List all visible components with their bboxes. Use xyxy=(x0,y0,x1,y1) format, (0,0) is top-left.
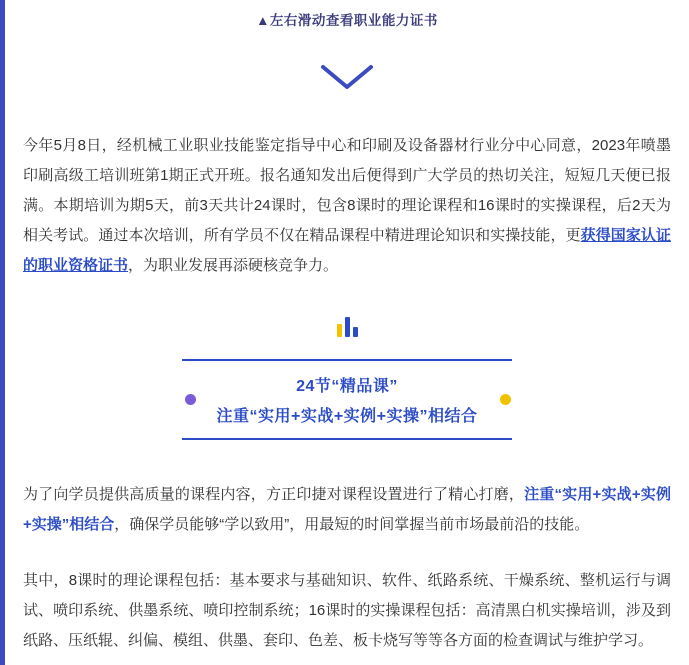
bar-chart-icon xyxy=(23,303,671,337)
decorative-dot-purple xyxy=(185,394,196,405)
chevron-down-container xyxy=(23,45,671,109)
paragraph-three: 其中，8课时的理论课程包括：基本要求与基础知识、软件、纸路系统、干燥系统、整机运行与调试、喷印系统、供墨系统、喷印控制系统；16课时的实操课程包括：高清黑白机实操培训，涉及到纸路、压纸辊、纠偏、模组、供墨、套印、色差、板卡烧写等等各方面的检查调试与维护学习。 xyxy=(23,571,671,649)
paragraph-one-text-b: ，为职业发展再添硬核竞争力。 xyxy=(128,256,339,274)
paragraph-two-text-a: 为了向学员提供高质量的课程内容，方正印捷对课程设置进行了精心打磨， xyxy=(23,485,525,503)
paragraph-two-highlight: 注重“实用+实战+实例+实操”相结合 xyxy=(23,485,671,533)
paragraph-one-text-a: 今年5月8日，经机械工业职业技能鉴定指导中心和印刷及设备器材行业分中心同意，2023年喷墨印刷高级工培训班第1期正式开班。报名通知发出后便得到广大学员的热切关注，短短几天便已报满。本期培训为期5天，前3天共计24课时，包含8课时的理论课程和16课时的实操课程，后2天为相关考试。通过本次培训，所有学员不仅在精品课程中精进理论知识和实操技能，更 xyxy=(23,136,671,244)
bar-chart-bar-2 xyxy=(345,317,350,337)
paragraph-one xyxy=(23,131,671,281)
banner-rule-bottom xyxy=(182,438,512,440)
bar-chart-bar-1 xyxy=(337,324,342,337)
banner-rule-top xyxy=(182,359,512,361)
decorative-dot-yellow xyxy=(500,394,511,405)
paragraph-two xyxy=(23,480,671,540)
banner-line-one: 24节“精品课” xyxy=(296,377,398,395)
chevron-down-icon xyxy=(320,64,374,90)
swipe-hint-caption: ▲左右滑动查看职业能力证书 xyxy=(256,13,438,28)
article-content xyxy=(5,0,689,665)
paragraph-one-highlight: 获得国家认证的职业资格证书 xyxy=(23,226,671,274)
paragraph-two-text-b: ，确保学员能够“学以致用”，用最短的时间掌握当前市场最前沿的技能。 xyxy=(114,515,590,533)
bar-chart-bar-3 xyxy=(353,327,358,337)
banner-line-two: 注重“实用+实战+实例+实操”相结合 xyxy=(216,407,478,425)
highlight-banner xyxy=(23,347,671,454)
